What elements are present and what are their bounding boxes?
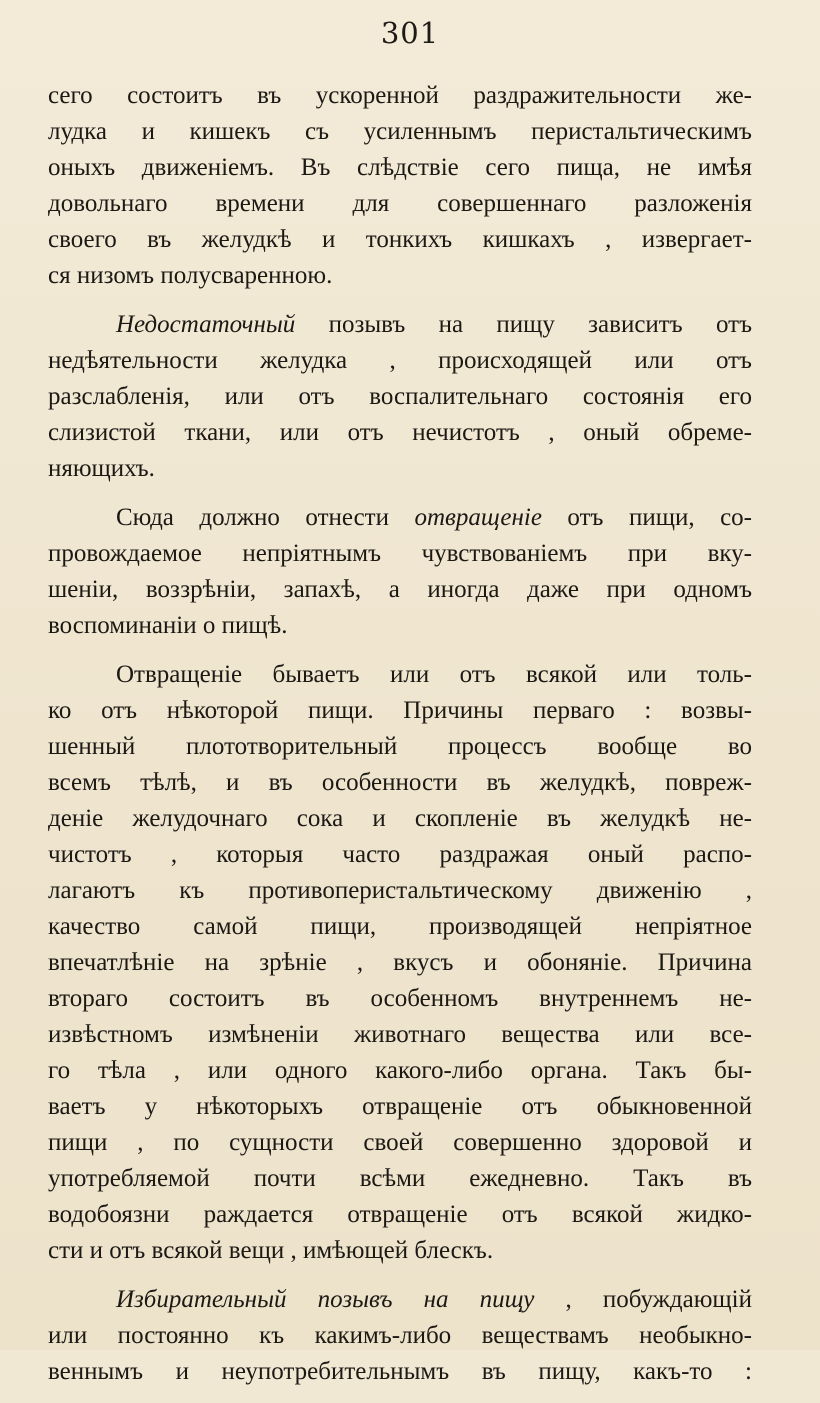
paragraph xyxy=(48,78,752,294)
page-number: 301 xyxy=(380,16,440,50)
text-line: Избирательный позывъ на пищу , побуждающiй xyxy=(116,1286,752,1313)
text-line: Недостаточный позывъ на пищу зависитъ отъ xyxy=(116,311,752,338)
text-line: слизистой ткани, или отъ нечистотъ , оный обреме- xyxy=(48,419,752,446)
text-line: оныхъ движенiемъ. Въ слѣдствiе сего пища, не имѣя xyxy=(48,154,752,181)
text-line: довольнаго времени для совершеннаго разложенiя xyxy=(48,190,752,217)
text-line: употребляемой почти всѣми ежедневно. Такъ въ xyxy=(48,1165,752,1192)
text-line: чистотъ , которыя часто раздражая оный распо- xyxy=(48,841,752,868)
text-line: качество самой пищи, производящей непрiятное xyxy=(48,913,752,940)
text-line: воспоминанiи о пищѣ. xyxy=(48,612,288,639)
text-line: сего состоитъ въ ускоренной раздражительности же- xyxy=(48,82,752,109)
text-line: всемъ тѣлѣ, и въ особенности въ желудкѣ, повреж- xyxy=(48,769,752,796)
italic-term: Избирательный позывъ на пищу xyxy=(116,1286,535,1313)
text-line: шенiи, воззрѣнiи, запахѣ, а иногда даже при одномъ xyxy=(48,576,752,603)
text-line: ся низомъ полусваренною. xyxy=(48,262,333,289)
paragraph xyxy=(48,500,752,644)
text-line: ваетъ у нѣкоторыхъ отвращенiе отъ обыкновенной xyxy=(48,1093,752,1120)
text-line: няющихъ. xyxy=(48,455,155,482)
text-line: Отвращенiе бываетъ или отъ всякой или толь- xyxy=(116,661,752,688)
text-line: денiе желудочнаго сока и скопленiе въ желудкѣ не- xyxy=(48,805,752,832)
text-line: лудка и кишекъ съ усиленнымъ перистальтическимъ xyxy=(48,118,752,145)
text-line: пищи , по сущности своей совершенно здоровой и xyxy=(48,1129,752,1156)
text-line: Сюда должно отнести отвращенiе отъ пищи, со- xyxy=(116,504,752,531)
text-line: провождаемое непрiятнымъ чувствованiемъ при вку- xyxy=(48,540,752,567)
text-line: недѣятельности желудка , происходящей или отъ xyxy=(48,347,752,374)
text-line: извѣстномъ измѣненiи животнаго вещества или все- xyxy=(48,1021,752,1048)
italic-term: отвращенiе xyxy=(414,504,542,531)
text-line: разслабленiя, или отъ воспалительнаго состоянiя его xyxy=(48,383,752,410)
text-line: го тѣла , или одного какого-либо органа. Такъ бы- xyxy=(48,1057,752,1084)
text-line: лагаютъ къ противоперистальтическому движенiю , xyxy=(48,877,752,904)
italic-term: Недостаточный xyxy=(116,311,296,338)
paragraph xyxy=(48,657,752,1269)
text-line: втораго состоитъ въ особенномъ внутреннемъ не- xyxy=(48,985,752,1012)
text-line: своего въ желудкѣ и тонкихъ кишкахъ , извергает- xyxy=(48,226,752,253)
text-line: или постоянно къ какимъ-либо веществамъ необыкно- xyxy=(48,1322,752,1349)
text-line: сти и отъ всякой вещи , имѣющей блескъ. xyxy=(48,1237,494,1264)
text-line: впечатлѣнiе на зрѣнiе , вкусъ и обонянiе. Причина xyxy=(48,949,752,976)
text-line: шенный плототворительный процессъ вообще во xyxy=(48,733,752,760)
paragraph xyxy=(48,307,752,487)
text-line: водобоязни раждается отвращенiе отъ всякой жидко- xyxy=(48,1201,752,1228)
text-line: ко отъ нѣкоторой пищи. Причины перваго : возвы- xyxy=(48,697,752,724)
body-text xyxy=(48,78,752,1403)
text-line: веннымъ и неупотребительнымъ въ пищу, какъ-то : xyxy=(48,1358,752,1385)
paragraph xyxy=(48,1282,752,1390)
